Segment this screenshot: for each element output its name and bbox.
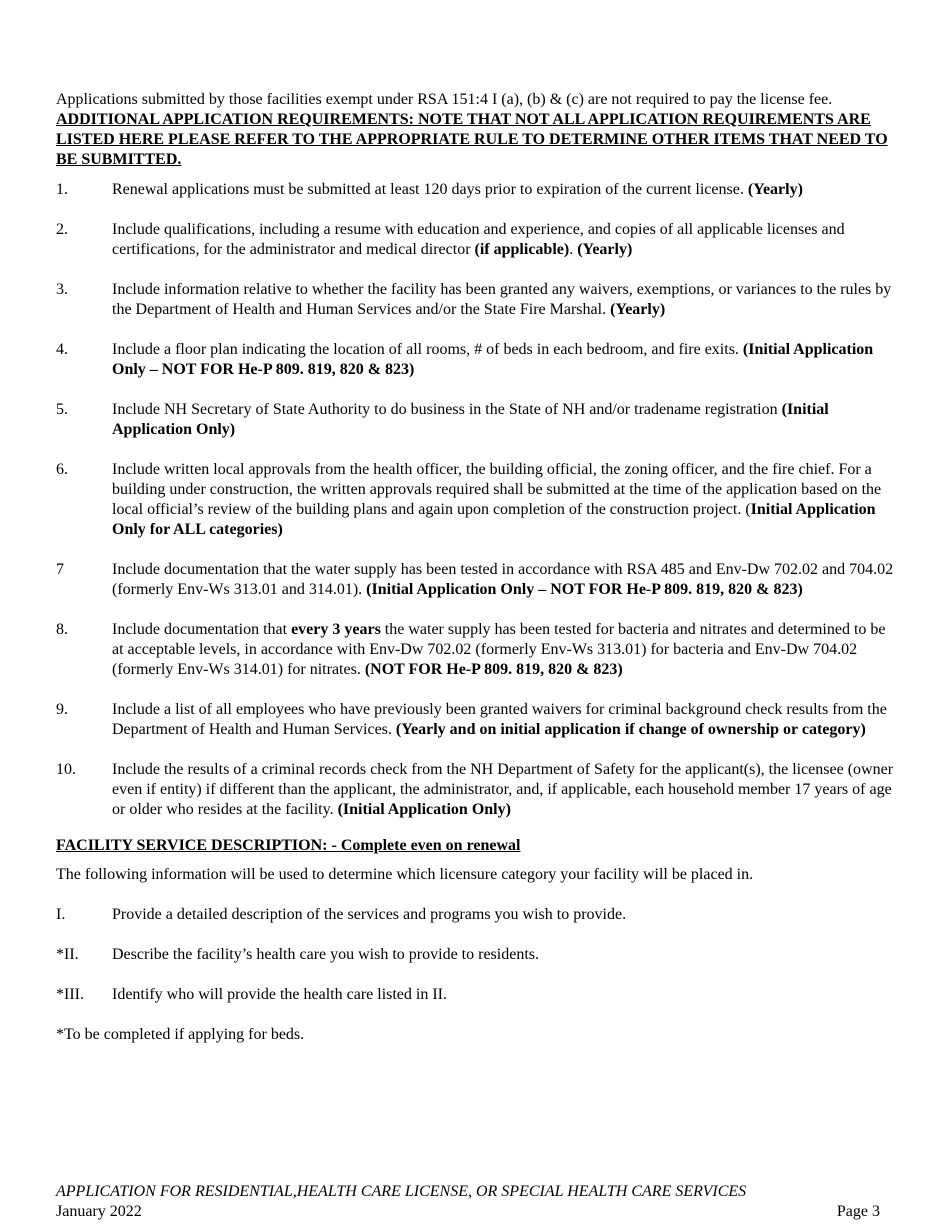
item-number: 10.	[56, 761, 76, 778]
exemption-note: Applications submitted by those facilities exempt under RSA 151:4 I (a), (b) & (c) are not required to pay the license fee.	[56, 91, 833, 108]
page-footer	[56, 1182, 880, 1222]
item-number: 5.	[56, 401, 68, 418]
item-number: 9.	[56, 701, 68, 718]
additional-requirements-heading: ADDITIONAL APPLICATION REQUIREMENTS: NOTE THAT NOT ALL APPLICATION REQUIREMENTS ARE LISTED HERE PLEASE REFER TO THE APPROPRIATE RULE TO DETERMINE OTHER ITEMS THAT NEED TO BE SUBMITTED.	[56, 111, 888, 168]
list-item	[56, 760, 896, 820]
footer-date: January 2022	[56, 1203, 142, 1220]
item-number: I.	[56, 906, 66, 923]
facility-service-heading: FACILITY SERVICE DESCRIPTION: - Complete even on renewal	[56, 837, 521, 854]
list-item	[56, 945, 896, 965]
item-number: 4.	[56, 341, 68, 358]
list-item	[56, 905, 896, 925]
item-text: Renewal applications must be submitted at least 120 days prior to expiration of the current license. (Yearly)	[112, 181, 803, 198]
facility-service-list	[56, 905, 896, 1005]
item-text: Include documentation that every 3 years the water supply has been tested for bacteria and nitrates and determined to be at acceptable levels, in accordance with Env-Dw 702.02 (formerly Env-Ws 313.01) for bacteria and Env-Dw 704.02 (formerly Env-Ws 314.01) for nitrates. (NOT FOR He-P 809. 819, 820 & 823)	[112, 621, 886, 678]
item-number: 1.	[56, 181, 68, 198]
item-text: Describe the facility’s health care you wish to provide to residents.	[112, 946, 539, 963]
page-number: Page 3	[836, 1203, 880, 1220]
list-item	[56, 340, 896, 380]
item-text: Include documentation that the water supply has been tested in accordance with RSA 485 and Env-Dw 702.02 and 704.02 (formerly Env-Ws 313.01 and 314.01). (Initial Application Only – NOT FOR He-P 809. 819, 820 & 823)	[112, 561, 894, 598]
item-text: Include qualifications, including a resume with education and experience, and copies of all applicable licenses and certifications, for the administrator and medical director (if applicable). (Yearly)	[112, 221, 845, 258]
item-text: Include a list of all employees who have previously been granted waivers for criminal background check results from the Department of Health and Human Services. (Yearly and on initial application if change of ownership or category)	[112, 701, 887, 738]
list-item	[56, 280, 896, 320]
item-number: 3.	[56, 281, 68, 298]
item-number: *II.	[56, 946, 79, 963]
item-number: *III.	[56, 986, 84, 1003]
item-number: 6.	[56, 461, 68, 478]
footnote: *To be completed if applying for beds.	[56, 1026, 305, 1043]
item-text: Include information relative to whether the facility has been granted any waivers, exemptions, or variances to the rules by the Department of Health and Human Services and/or the State Fire Marshal. (Yearly)	[112, 281, 892, 318]
item-text: Provide a detailed description of the services and programs you wish to provide.	[112, 906, 627, 923]
list-item	[56, 985, 896, 1005]
list-item	[56, 560, 896, 600]
item-text: Include NH Secretary of State Authority to do business in the State of NH and/or tradename registration (Initial Application Only)	[112, 401, 829, 438]
list-item	[56, 700, 896, 740]
item-number: 2.	[56, 221, 68, 238]
list-item	[56, 620, 896, 680]
item-text: Identify who will provide the health care listed in II.	[112, 986, 448, 1003]
list-item	[56, 460, 896, 540]
document-page	[56, 90, 896, 1045]
list-item	[56, 400, 896, 440]
item-text: Include a floor plan indicating the location of all rooms, # of beds in each bedroom, and fire exits. (Initial Application Only – NOT FOR He-P 809. 819, 820 & 823)	[112, 341, 874, 378]
list-item	[56, 220, 896, 260]
requirements-list	[56, 180, 896, 820]
footer-title: APPLICATION FOR RESIDENTIAL,HEALTH CARE LICENSE, OR SPECIAL HEALTH CARE SERVICES	[56, 1183, 747, 1200]
item-number: 7	[56, 561, 64, 578]
item-text: Include the results of a criminal records check from the NH Department of Safety for the applicant(s), the licensee (owner even if entity) if different than the applicant, the administrator, and, if applicable, each household member 17 years of age or older who resides at the facility. (Initial Application Only)	[112, 761, 894, 818]
facility-service-intro: The following information will be used to determine which licensure category your facility will be placed in.	[56, 866, 754, 883]
list-item	[56, 180, 896, 200]
item-text: Include written local approvals from the health officer, the building official, the zoning officer, and the fire chief. For a building under construction, the written approvals required shall be submitted at the time of the application based on the local official’s review of the building plans and again upon completion of the construction project. (Initial Application Only for ALL categories)	[112, 461, 882, 538]
item-number: 8.	[56, 621, 68, 638]
